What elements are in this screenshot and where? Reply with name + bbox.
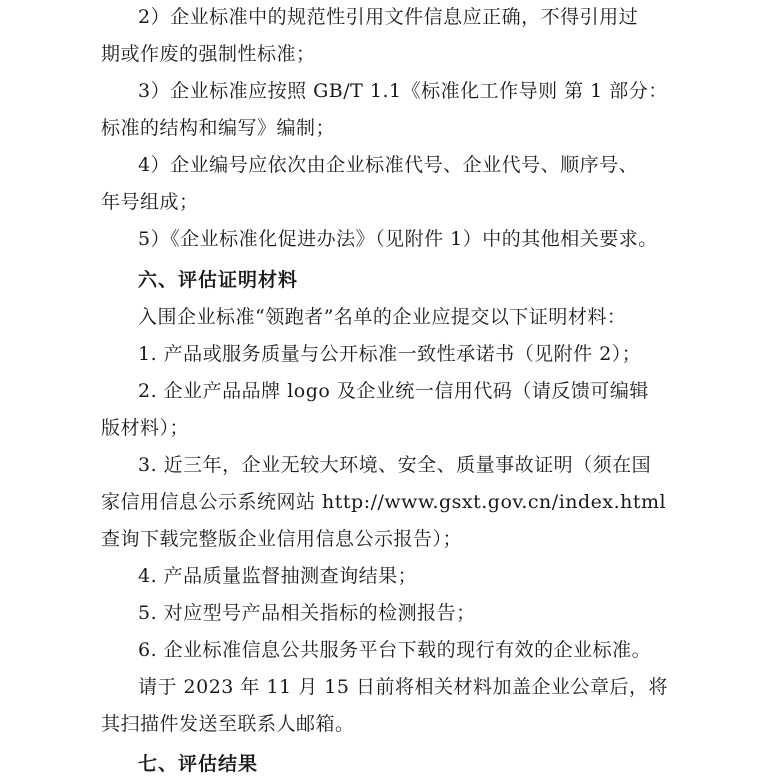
deadline-line-1: 请于 2023 年 11 月 15 日前将相关材料加盖企业公章后，将: [138, 676, 668, 698]
material-2-line-1: 2. 企业产品品牌 logo 及企业统一信用代码（请反馈可编辑: [138, 380, 649, 402]
item-5-line: 5）《企业标准化促进办法》（见附件 1）中的其他相关要求。: [138, 228, 658, 250]
section-6-heading: 六、评估证明材料: [138, 269, 299, 291]
material-1-line: 1. 产品或服务质量与公开标准一致性承诺书（见附件 2）；: [138, 343, 642, 365]
material-4-line: 4. 产品质量监督抽测查询结果；: [138, 565, 418, 587]
material-3-line-3: 查询下载完整版企业信用信息公示报告）；: [101, 528, 463, 550]
item-3-line-2: 标准的结构和编写》编制；: [101, 117, 336, 139]
item-2-line-2: 期或作废的强制性标准；: [101, 43, 316, 65]
deadline-line-2: 其扫描件发送至联系人邮箱。: [101, 713, 355, 735]
item-3-line-1: 3）企业标准应按照 GB/T 1.1《标准化工作导则 第 1 部分：: [138, 80, 668, 102]
material-5-line: 5. 对应型号产品相关指标的检测报告；: [138, 602, 476, 624]
material-3-line-2: 家信用信息公示系统网站 http://www.gsxt.gov.cn/index.html: [101, 491, 667, 513]
item-2-line-1: 2）企业标准中的规范性引用文件信息应正确，不得引用过: [138, 6, 639, 28]
section-7-heading: 七、评估结果: [138, 753, 259, 775]
material-2-line-2: 版材料）；: [101, 417, 190, 439]
material-3-line-1: 3. 近三年，企业无较大环境、安全、质量事故证明（须在国: [138, 454, 652, 476]
material-6-line: 6. 企业标准信息公共服务平台下载的现行有效的企业标准。: [138, 639, 652, 661]
item-4-line-2: 年号组成；: [101, 191, 199, 213]
item-4-line-1: 4）企业编号应依次由企业标准代号、企业代号、顺序号、: [138, 154, 639, 176]
section-6-intro: 入围企业标准“领跑者”名单的企业应提交以下证明材料：: [138, 306, 627, 328]
